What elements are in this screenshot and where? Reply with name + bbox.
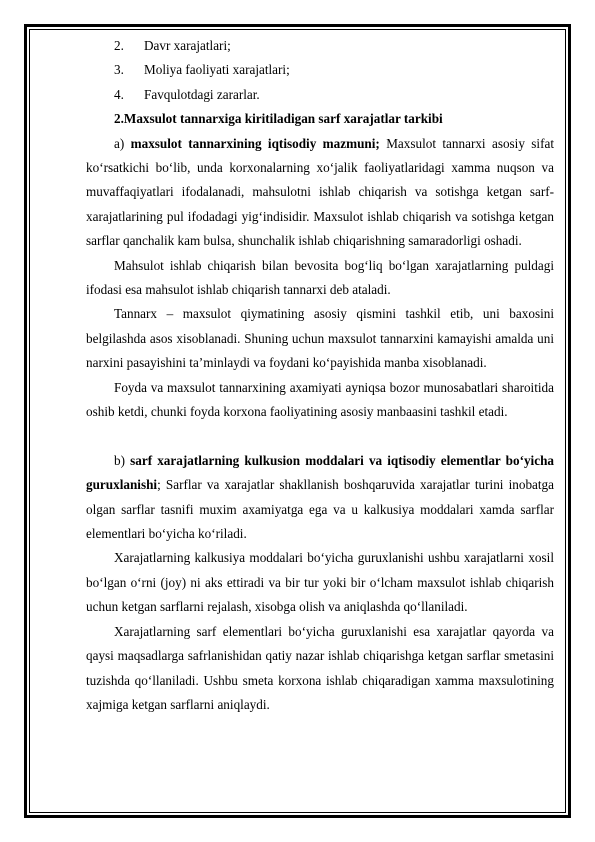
paragraph: Tannarx – maxsulot qiymatining asosiy qismini tashkil etib, uni baxosini belgilashda asos xisoblanadi. Shuning uchun maxsulot tannarxini kamayishi amalda uni narxini pasayishini ta’minlaydi va foydani ko‘payishida manba xisoblanadi. bbox=[86, 306, 554, 371]
paragraph: Xarajatlarning sarf elementlari bo‘yicha guruxlanishi esa xarajatlar qayorda va qaysi maqsadlarga safrlanishidan qatiy nazar ishlab chiqarishga ketgan sarflar smetasini tuzishda qo‘llaniladi. Ushbu smeta korxona ishlab chiqaradigan xamma maxsulotining xajmiga ketgan sarflarni aniqlaydi. bbox=[86, 623, 554, 712]
section-heading: 2.Maxsulot tannarxiga kiritiladigan sarf xarajatlar tarkibi bbox=[114, 111, 443, 127]
paragraph-b bbox=[86, 449, 554, 547]
list-number: 2. bbox=[114, 38, 124, 53]
section-b-text: ; Sarflar va xarajatlar shakllanish boshqaruvida xarajatlar turini inobatga olgan sarflar tasnifi muxim axamiyatga ega va u kalkusiya moddalari xamda sarflar elementlari bo‘yicha ko‘riladi. bbox=[86, 477, 554, 542]
paragraph-a bbox=[86, 132, 554, 254]
paragraph: Xarajatlarning kalkusiya moddalari bo‘yicha guruxlanishi ushbu xarajatlarni xosil bo‘lgan o‘rni (joy) ni aks ettiradi va bir tur yoki bir o‘lcham maxsulot ishlab chiqarish uchun ketgan sarflarni rejalash, xisobga olish va aniqlashda qo‘llaniladi. bbox=[86, 550, 554, 615]
document-body bbox=[86, 34, 554, 717]
paragraph: Mahsulot ishlab chiqarish bilan bevosita bog‘liq bo‘lgan xarajatlarning puldagi ifodasi esa mahsulot ishlab chiqarish tannarxi deb ataladi. bbox=[86, 257, 554, 298]
section-a-text: Maxsulot tannarxi asosiy sifat ko‘rsatkichi bo‘lib, unda korxonalarning xo‘jalik faoliyatlaridagi xamma nuqson va muvaffaqiyatlari ifodalanadi, mahsulotni ishlab chiqarish va sotishga ketgan sarf-xarajatlarining pul ifodadagi yig‘indisidir. Maxsulot ishlab chiqarish va sotishga ketgan sarflar qanchalik kam bulsa, shunchalik ishlab chiqarishning samaradorligi oshadi. bbox=[86, 135, 555, 249]
section-a-marker: a) bbox=[114, 135, 125, 151]
section-b-marker: b) bbox=[114, 452, 125, 468]
section-b-title: sarf xarajatlarning kulkusion moddalari va iqtisodiy elementlar bo‘yicha guruxlanishi bbox=[86, 452, 555, 493]
list-text: Moliya faoliyati xarajatlari; bbox=[144, 62, 290, 78]
list-text: Davr xarajatlari; bbox=[144, 38, 231, 53]
list-number: 3. bbox=[114, 62, 124, 78]
list-item bbox=[86, 58, 554, 82]
list-number: 4. bbox=[114, 86, 124, 102]
list-text: Favqulotdagi zararlar. bbox=[144, 86, 260, 102]
paragraph: Foyda va maxsulot tannarxining axamiyati ayniqsa bozor munosabatlari sharoitida oshib ketdi, chunki foyda korxona faoliyatining asosiy manbaasini tashkil etadi. bbox=[86, 379, 554, 420]
section-a-title: maxsulot tannarxining iqtisodiy mazmuni; bbox=[130, 135, 380, 151]
list-item bbox=[86, 34, 554, 58]
blank-line bbox=[86, 424, 554, 448]
list-item bbox=[86, 83, 554, 107]
